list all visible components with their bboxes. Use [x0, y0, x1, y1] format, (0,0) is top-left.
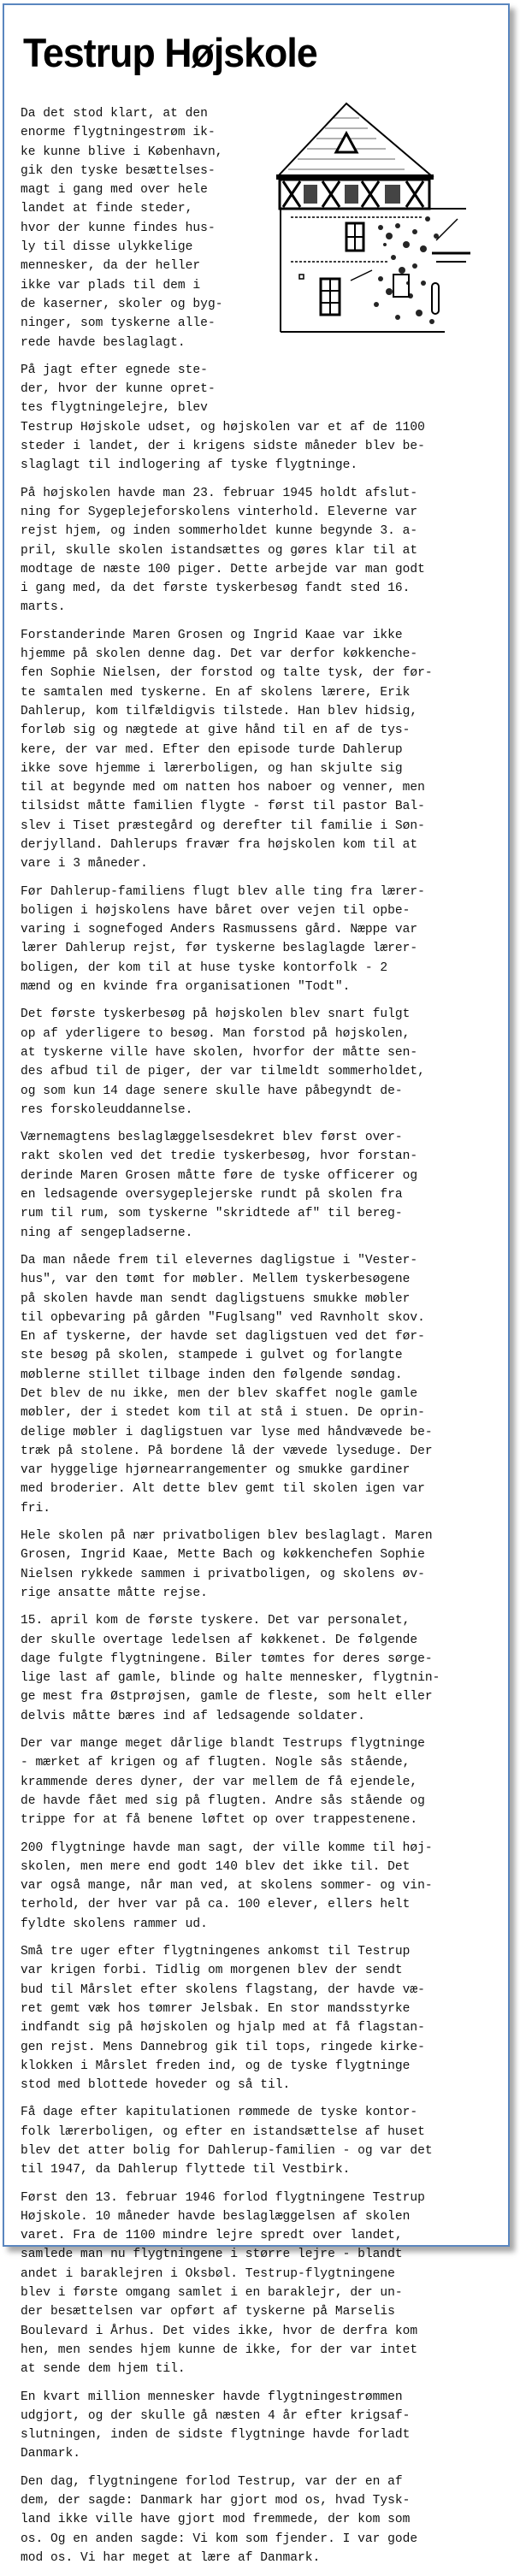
paragraph: Få dage efter kapitulationen rømmede de tyske kontor- folk lærerboligen, og efter en istandsættelse af huset blev det atter bolig for Dahlerup-familien - og var det til 1947, da Dahlerup flyttede til Vestbirk.	[21, 2106, 433, 2177]
paragraph: Hele skolen på nær privatboligen blev beslaglagt. Maren Grosen, Ingrid Kaae, Mette Bach og køkkenchefen Sophie Nielsen rykkede sammen i privatboligen, og skolens øv- rige ansatte måtte rejse.	[21, 1529, 433, 1600]
paragraph: Før Dahlerup-familiens flugt blev alle ting fra lærer- boligen i højskolens have båret over vejen til opbe- varing i sognefoged Anders Rasmussens gård. Næppe var lærer Dahlerup rejst, før tyskerne beslaglagde lærer- boligen, der kom til at huse tyske kontorfolk - 2 mænd og en kvinde fra organisationen "Todt".	[21, 884, 425, 995]
paragraph: Der var mange meget dårlige blandt Testrups flygtninge - mærket af krigen og af flugten. Nogle sås stående, krammende deres dyner, der var mellem de få ejendele, de havde fået med sig på flugten. Andre sås stående og trippe for at få benene løftet op over trappestenene.	[21, 1737, 425, 1828]
paragraph: Da man nåede frem til elevernes dagligstue i "Vester- hus", var den tømt for møbler. Mellem tyskerbesøgene på skolen havde man sendt dagligstuens smukke møbler til opbevaring på gården "Fuglsang" ved Ravnholt skov. En af tyskerne, der havde set dagligstuen ved det før- ste besøg på skolen, stampede i gulvet og forlangte møblerne stillet tilbage inden den følgende søndag. Det blev de nu ikke, men der blev skaffet nogle gamle møbler, der i stedet kom til at stå i stuen. De oprin- delige møbler i dagligstuen var lyse med håndvævede be- træk på stolene. På bordene lå der vævede lyseduge. Der var hyggelige hjørnearrangementer og smukke gardiner med broderier. Alt dette blev gemt til skolen igen var fri.	[21, 1253, 433, 1515]
article-body	[21, 104, 482, 2576]
paragraph: Værnemagtens beslaglæggelsesdekret blev først over- rakt skolen ved det tredie tyskerbesøg, hvor forstan- derinde Maren Grosen måtte føre de tyske officerer og en ledsagende oversygeplejerske rundt på skolen fra rum til rum, som tyskerne "skridtede af" til bereg- ning af sengepladserne.	[21, 1131, 418, 1240]
paragraph: 15. april kom de første tyskere. Det var personalet, der skulle overtage ledelsen af køkkenet. De følgende dage fulgte flygtningene. Biler tømtes for deres sørge- lige last af gamle, blinde og halte mennesker, flygtnin- ge mest fra Østprøjsen, gamle de fleste, som helt eller delvis måtte bæres ind af ledsagende soldater.	[21, 1614, 440, 1723]
document-title: Testrup Højskole	[23, 30, 317, 75]
paragraph: På jagt efter egnede ste- der, hvor der kunne opret- tes flygtningelejre, blev Testrup Højskole udset, og højskolen var et af de 1100 steder i landet, der i krigens sidste måneder blev be- slaglagt til indlogering af tyske flygtninge.	[21, 363, 425, 473]
paragraph: 200 flygtninge havde man sagt, der ville komme til høj- skolen, men mere end godt 140 blev det ikke til. Det var også mange, når man ved, at skolens sommer- og vin- terhold, der hver var på ca. 100 elever, ellers helt fyldte skolens rammer ud.	[21, 1840, 433, 1931]
paragraph: Den dag, flygtningene forlod Testrup, var der en af dem, der sagde: Danmark har gjort mod os, hvad Tysk- land ikke ville have gjort mod fremmede, der kom som os. Og en anden sagde: Vi kom som fjender. I var gode mod os. Vi har meget at lære af Danmark.	[21, 2474, 418, 2565]
document-frame	[3, 3, 510, 2565]
paragraph: Det første tyskerbesøg på højskolen blev snart fulgt op af yderligere to besøg. Man forstod på højskolen, at tyskerne ville have skolen, hvorfor der måtte sen- des afbud til de piger, der var tilmeldt sommerholdet, og som kun 14 dage senere skulle have påbegyndt de- res forskoleuddannelse.	[21, 1007, 425, 1117]
paragraph: Først den 13. februar 1946 forlod flygtningene Testrup Højskole. 10 måneder havde beslaglæggelsen af skolen varet. Fra de 1100 mindre lejre spredt over landet, samlede man nu flygtningene i større lejre - blandt andet i baraklejren i Oksbøl. Testrup-flygtningene blev i første omgang samlet i en baraklejr, der un- der besættelsen var opført af tyskerne på Marselis Boulevard i Århus. Det vides ikke, hvor de derfra kom hen, men sendes hjem kunne de ikke, for der var intet at sende dem hjem til.	[21, 2190, 425, 2377]
paragraph: En kvart million mennesker havde flygtningestrømmen udgjort, og der skulle gå næsten 4 år efter krigsaf- slutningen, inden de sidste flygtninge havde forladt Danmark.	[21, 2390, 411, 2461]
paragraph: Da det stod klart, at den enorme flygtningestrøm ik- ke kunne blive i København, gik den tyske besættelses- magt i gang med over hele landet at finde steder, hvor der kunne findes hus- ly til disse ulykkelige mennesker, da der heller ikke var plads til dem i de kaserner, skoler og byg- ninger, som tyskerne alle- rede havde beslaglagt.	[21, 107, 223, 350]
paragraph: På højskolen havde man 23. februar 1945 holdt afslut- ning for Sygeplejeforskolens vinterhold. Eleverne var rejst hjem, og inden sommerholdet kunne begynde 3. a- pril, skulle skolen istandsættes og gøres klar til at modtage de næste 100 piger. Dette arbejde var man godt i gang med, da det første tyskerbesøg fandt sted 16. marts.	[21, 486, 425, 615]
paragraph: Forstanderinde Maren Grosen og Ingrid Kaae var ikke hjemme på skolen denne dag. Det var derfor køkkenche- fen Sophie Nielsen, der forstod og talte tysk, der før- te samtalen med tyskerne. En af skolens lærere, Erik Dahlerup, kom tilfældigvis tilstede. Han blev hidsig, forløb sig og nægtede at give hånd til en af de tys- kere, der var med. Efter den episode turde Dahlerup ikke sove hjemme i lærerboligen, og han skjulte sig til at begynde med om natten hos naboer og venner, men tilsidst måtte familien flygte - først til pastor Bal- slev i Tiset præstegård og derefter til familie i Søn- derjylland. Dahlerups fravær fra højskolen kom til at vare i 3 måneder.	[21, 628, 433, 871]
paragraph: Små tre uger efter flygtningenes ankomst til Testrup var krigen forbi. Tidlig om morgenen blev der sendt bud til Mårslet efter skolens flagstang, der havde væ- ret gemt væk hos tømrer Jelsbak. En stor mandsstyrke indfandt sig på højskolen og hjalp med at få flagstan- gen rejst. Mens Dannebrog gik til tops, ringede kirke- klokken i Mårslet freden ind, og de tyske flygtninge stod med blottede hoveder og så til.	[21, 1945, 425, 2093]
